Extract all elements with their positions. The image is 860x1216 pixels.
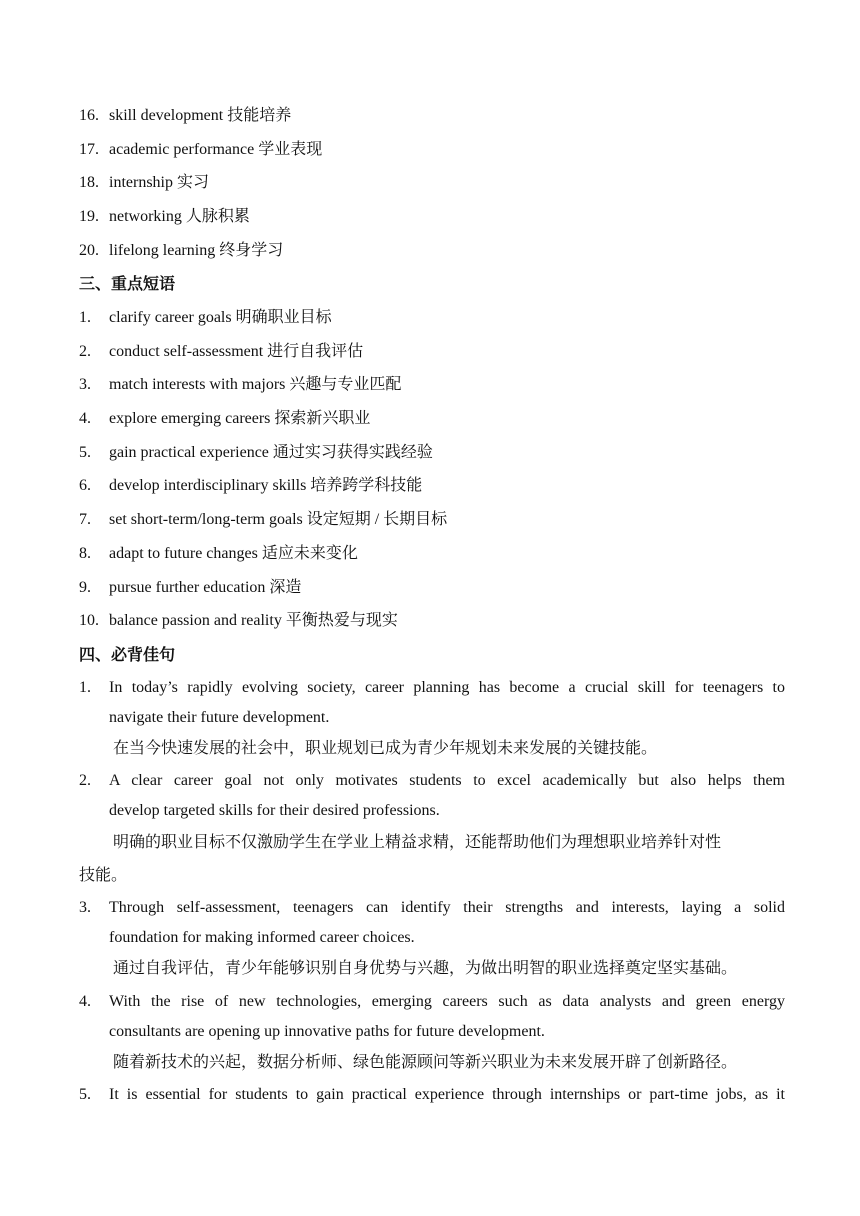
- list-number: 17.: [79, 141, 99, 158]
- sentence-english-line: Through self-assessment, teenagers can identify their strengths and interests, laying a solid: [109, 899, 785, 916]
- list-number: 7.: [79, 511, 91, 528]
- list-number: 20.: [79, 242, 99, 259]
- sentence-english-line: In today’s rapidly evolving society, career planning has become a crucial skill for teenagers to: [109, 679, 785, 696]
- list-number: 3.: [79, 899, 91, 916]
- vocab-item: networking 人脉积累: [109, 208, 250, 225]
- list-number: 5.: [79, 444, 91, 461]
- sentence-chinese: 明确的职业目标不仅激励学生在学业上精益求精，还能帮助他们为理想职业培养针对性: [113, 832, 722, 851]
- phrase-item: adapt to future changes 适应未来变化: [109, 545, 358, 562]
- list-number: 4.: [79, 410, 91, 427]
- section-heading: 三、重点短语: [79, 274, 176, 293]
- phrase-item: explore emerging careers 探索新兴职业: [109, 410, 371, 427]
- list-number: 8.: [79, 545, 91, 562]
- list-number: 4.: [79, 993, 91, 1010]
- phrase-item: set short-term/long-term goals 设定短期 / 长期目标: [109, 511, 448, 528]
- vocab-item: academic performance 学业表现: [109, 141, 323, 158]
- phrase-item: develop interdisciplinary skills 培养跨学科技能: [109, 477, 423, 494]
- sentence-english-line: navigate their future development.: [109, 709, 330, 726]
- list-number: 16.: [79, 107, 99, 124]
- sentence-english-line: It is essential for students to gain practical experience through internships or part-time jobs, as it: [109, 1086, 785, 1103]
- vocab-item: internship 实习: [109, 174, 209, 191]
- list-number: 9.: [79, 579, 91, 596]
- list-number: 5.: [79, 1086, 91, 1103]
- vocab-item: lifelong learning 终身学习: [109, 242, 284, 259]
- sentence-english-line: develop targeted skills for their desired professions.: [109, 802, 440, 819]
- sentence-english-line: A clear career goal not only motivates students to excel academically but also helps them: [109, 772, 785, 789]
- phrase-item: pursue further education 深造: [109, 579, 302, 596]
- section-heading: 四、必背佳句: [79, 645, 176, 664]
- list-number: 2.: [79, 343, 91, 360]
- sentence-chinese: 技能。: [79, 865, 128, 884]
- list-number: 1.: [79, 309, 91, 326]
- vocab-item: skill development 技能培养: [109, 107, 292, 124]
- phrase-item: clarify career goals 明确职业目标: [109, 309, 332, 326]
- list-number: 6.: [79, 477, 91, 494]
- sentence-chinese: 通过自我评估，青少年能够识别自身优势与兴趣，为做出明智的职业选择奠定坚实基础。: [113, 958, 738, 977]
- list-number: 2.: [79, 772, 91, 789]
- phrase-item: match interests with majors 兴趣与专业匹配: [109, 376, 402, 393]
- sentence-english-line: consultants are opening up innovative paths for future development.: [109, 1023, 545, 1040]
- list-number: 19.: [79, 208, 99, 225]
- phrase-item: conduct self-assessment 进行自我评估: [109, 343, 364, 360]
- list-number: 10.: [79, 612, 99, 629]
- sentence-english-line: foundation for making informed career choices.: [109, 929, 415, 946]
- phrase-item: balance passion and reality 平衡热爱与现实: [109, 612, 398, 629]
- phrase-item: gain practical experience 通过实习获得实践经验: [109, 444, 433, 461]
- sentence-chinese: 在当今快速发展的社会中，职业规划已成为青少年规划未来发展的关键技能。: [113, 738, 658, 757]
- sentence-chinese: 随着新技术的兴起，数据分析师、绿色能源顾问等新兴职业为未来发展开辟了创新路径。: [113, 1052, 738, 1071]
- sentence-english-line: With the rise of new technologies, emerging careers such as data analysts and green energy: [109, 993, 785, 1010]
- list-number: 18.: [79, 174, 99, 191]
- list-number: 3.: [79, 376, 91, 393]
- list-number: 1.: [79, 679, 91, 696]
